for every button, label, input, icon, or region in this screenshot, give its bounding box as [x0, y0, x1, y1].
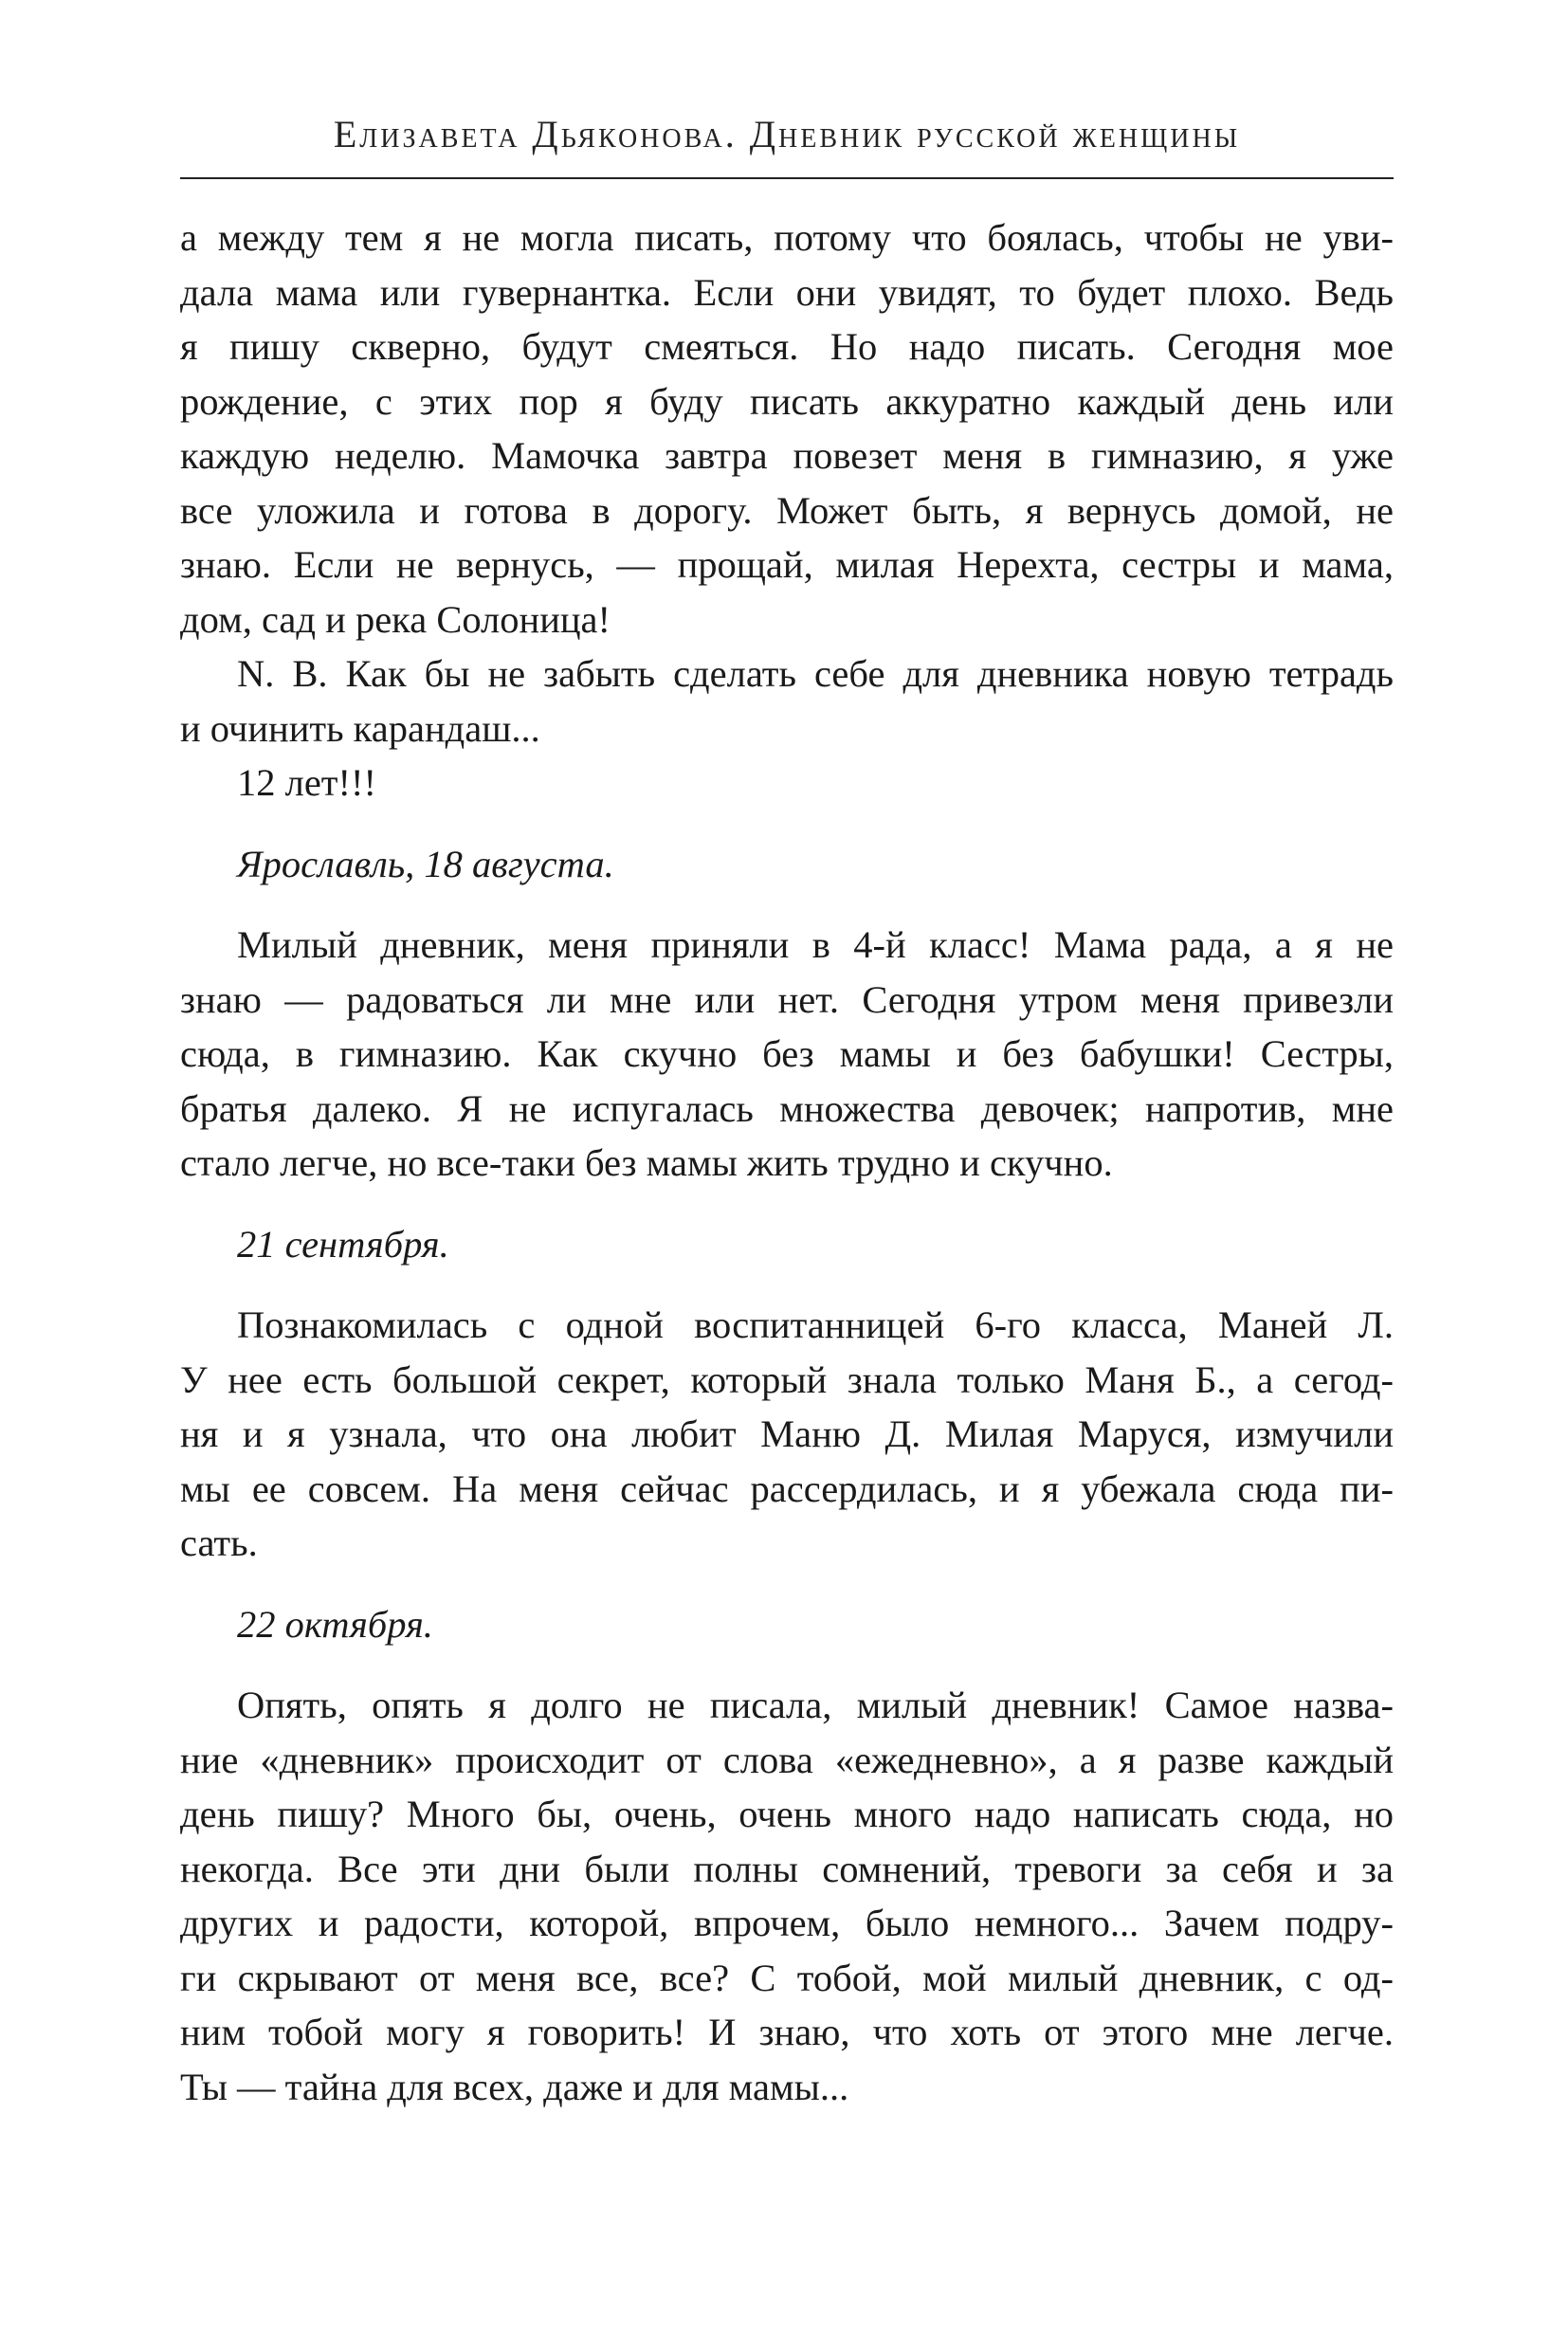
text-line: 12 лет!!!: [237, 761, 376, 804]
diary-entry: [180, 837, 1394, 1191]
text-line: Познакомилась с одной воспитанницей 6-го класса, Маней Л.: [237, 1303, 1394, 1346]
text-line: других и радости, которой, впрочем, было немного... Зачем подру-: [180, 1902, 1394, 1944]
text-line: знаю — радоваться ли мне или нет. Сегодня утром меня привезли: [180, 977, 1394, 1021]
running-head: Елизавета Дьяконова. Дневник русской женщины: [333, 113, 1241, 155]
diary-entry: [180, 1217, 1394, 1571]
text-line: братья далеко. Я не испугалась множества девочек; напротив, мне: [180, 1086, 1394, 1130]
text-line: У нее есть большой секрет, который знала только Маня Б., а сегод-: [180, 1357, 1394, 1401]
text-line: Милый дневник, меня приняли в 4-й класс! Мама рада, а я не: [237, 923, 1394, 966]
text-line: сать.: [180, 1521, 258, 1564]
paragraph-continuation: [180, 210, 1394, 647]
entry-date: Ярославль, 18 августа.: [237, 842, 614, 885]
entry-date: 21 сентября.: [237, 1222, 449, 1266]
text-line: мы ее совсем. На меня сейчас рассердилась, и я убежала сюда пи-: [180, 1466, 1394, 1510]
text-line: ня и я узнала, что она любит Маню Д. Милая Маруся, измучили: [180, 1412, 1394, 1455]
text-line: знаю. Если не вернусь, — прощай, милая Нерехта, сестры и мама,: [180, 543, 1394, 586]
text-line: я пишу скверно, будут смеяться. Но надо писать. Сегодня мое: [180, 325, 1394, 368]
text-line: некогда. Все эти дни были полны сомнений, тревоги за себя и за: [180, 1847, 1394, 1890]
text-line: каждую неделю. Мамочка завтра повезет меня в гимназию, я уже: [180, 434, 1394, 477]
text-line: а между тем я не могла писать, потому что боялась, чтобы не уви-: [180, 216, 1394, 259]
text-line: ним тобой могу я говорить! И знаю, что хоть от этого мне легче.: [180, 2011, 1394, 2053]
body-text: [180, 210, 1394, 2114]
text-line: стало легче, но все-таки без мамы жить трудно и скучно.: [180, 1141, 1113, 1184]
paragraph-age: [180, 756, 1394, 811]
text-line: ги скрывают от меня все, все? С тобой, мой милый дневник, с од-: [180, 1956, 1394, 1999]
text-line: сюда, в гимназию. Как скучно без мамы и без бабушки! Сестры,: [180, 1032, 1394, 1075]
text-line: Опять, опять я долго не писала, милый дневник! Самое назва-: [237, 1684, 1394, 1726]
header-rule: [180, 177, 1394, 179]
text-line: все уложила и готова в дорогу. Может быть, я вернусь домой, не: [180, 488, 1394, 532]
text-line: рождение, с этих пор я буду писать аккуратно каждый день или: [180, 379, 1394, 423]
text-line: Ты — тайна для всех, даже и для мамы...: [180, 2065, 849, 2108]
text-line: ние «дневник» происходит от слова «ежедневно», а я разве каждый: [180, 1738, 1394, 1781]
paragraph-nb: [180, 647, 1394, 756]
text-line: дала мама или гувернантка. Если они увидят, то будет плохо. Ведь: [180, 270, 1394, 314]
text-line: N. B. Как бы не забыть сделать себе для дневника новую тетрадь: [237, 652, 1394, 695]
diary-entry: [180, 1597, 1394, 2115]
text-line: и очинить карандаш...: [180, 706, 540, 750]
text-line: день пишу? Много бы, очень, очень много надо написать сюда, но: [180, 1793, 1394, 1835]
entry-date: 22 октября.: [237, 1602, 433, 1646]
text-line: дом, сад и река Солоница!: [180, 597, 611, 641]
